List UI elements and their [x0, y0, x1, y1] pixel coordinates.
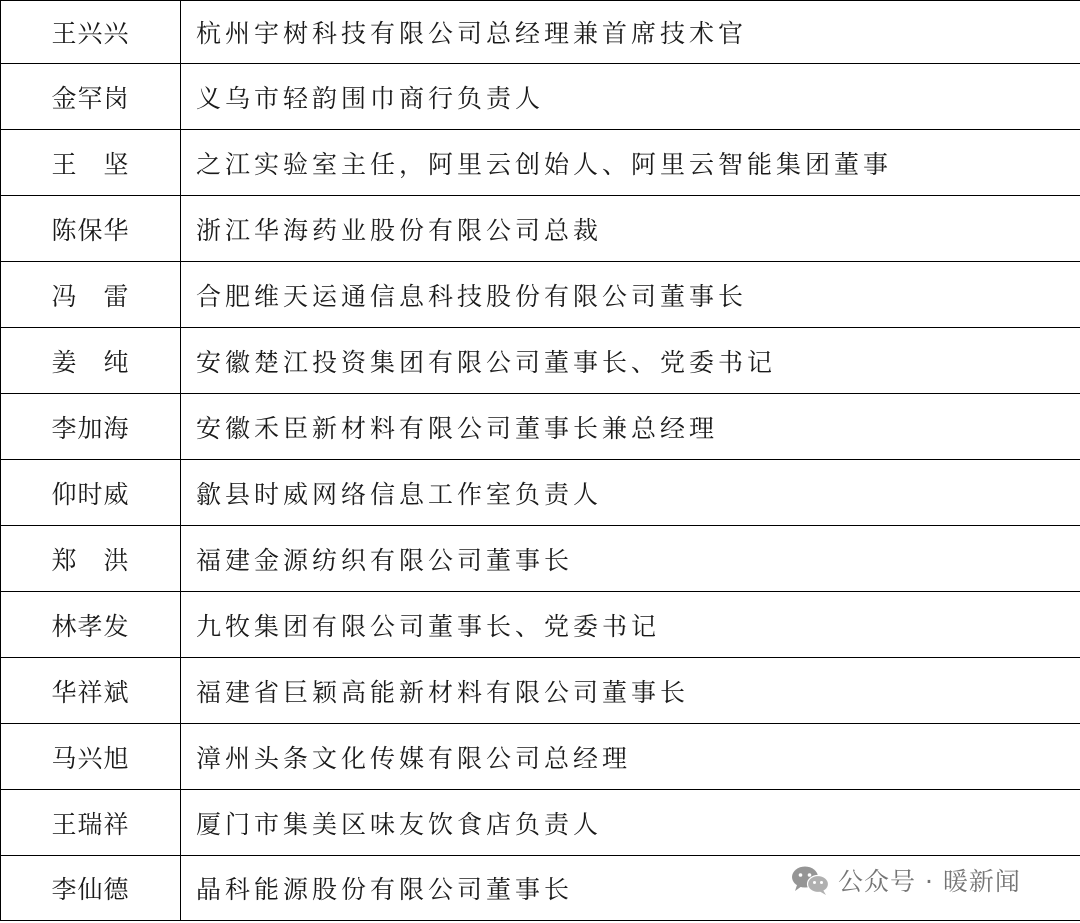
table-row [0, 394, 1080, 460]
table-row [0, 526, 1080, 592]
member-name: 马兴旭 [0, 724, 181, 789]
table-row [0, 1, 1080, 64]
member-name: 冯 雷 [0, 262, 181, 327]
watermark-text: 公众号 · 暖新闻 [838, 867, 1021, 896]
member-title: 厦门市集美区味友饮食店负责人 [196, 809, 603, 839]
table-row [0, 262, 1080, 328]
member-name: 王瑞祥 [0, 790, 181, 855]
member-title: 安徽楚江投资集团有限公司董事长、党委书记 [196, 347, 777, 377]
member-title: 安徽禾臣新材料有限公司董事长兼总经理 [196, 413, 719, 443]
table-row [0, 724, 1080, 790]
member-title: 杭州宇树科技有限公司总经理兼首席技术官 [196, 19, 748, 48]
member-title: 义乌市轻韵围巾商行负责人 [196, 83, 545, 113]
member-title: 之江实验室主任，阿里云创始人、阿里云智能集团董事 [196, 149, 893, 179]
member-name: 郑 洪 [0, 526, 181, 591]
member-title: 福建省巨颖高能新材料有限公司董事长 [196, 677, 690, 707]
table-row [0, 196, 1080, 262]
member-title: 漳州头条文化传媒有限公司总经理 [196, 743, 632, 773]
table-row [0, 658, 1080, 724]
member-name: 姜 纯 [0, 328, 181, 393]
wechat-icon [790, 864, 830, 896]
member-title: 合肥维天运通信息科技股份有限公司董事长 [196, 281, 748, 311]
table-row [0, 64, 1080, 130]
table-row [0, 592, 1080, 658]
member-title: 浙江华海药业股份有限公司总裁 [196, 215, 603, 245]
member-name: 金罕岗 [0, 64, 181, 129]
member-title: 晶科能源股份有限公司董事长 [196, 875, 574, 904]
member-name: 林孝发 [0, 592, 181, 657]
member-title: 九牧集团有限公司董事长、党委书记 [196, 611, 661, 641]
member-name: 王 坚 [0, 130, 181, 195]
member-name: 李仙德 [0, 856, 181, 920]
member-name: 华祥斌 [0, 658, 181, 723]
member-name: 仰时威 [0, 460, 181, 525]
member-title: 福建金源纺织有限公司董事长 [196, 545, 574, 575]
member-name: 李加海 [0, 394, 181, 459]
table-row [0, 790, 1080, 856]
watermark [790, 862, 1021, 898]
member-title: 歙县时威网络信息工作室负责人 [196, 479, 603, 509]
table-row [0, 130, 1080, 196]
table-row [0, 328, 1080, 394]
member-name: 王兴兴 [0, 1, 181, 63]
table-row [0, 460, 1080, 526]
member-name: 陈保华 [0, 196, 181, 261]
